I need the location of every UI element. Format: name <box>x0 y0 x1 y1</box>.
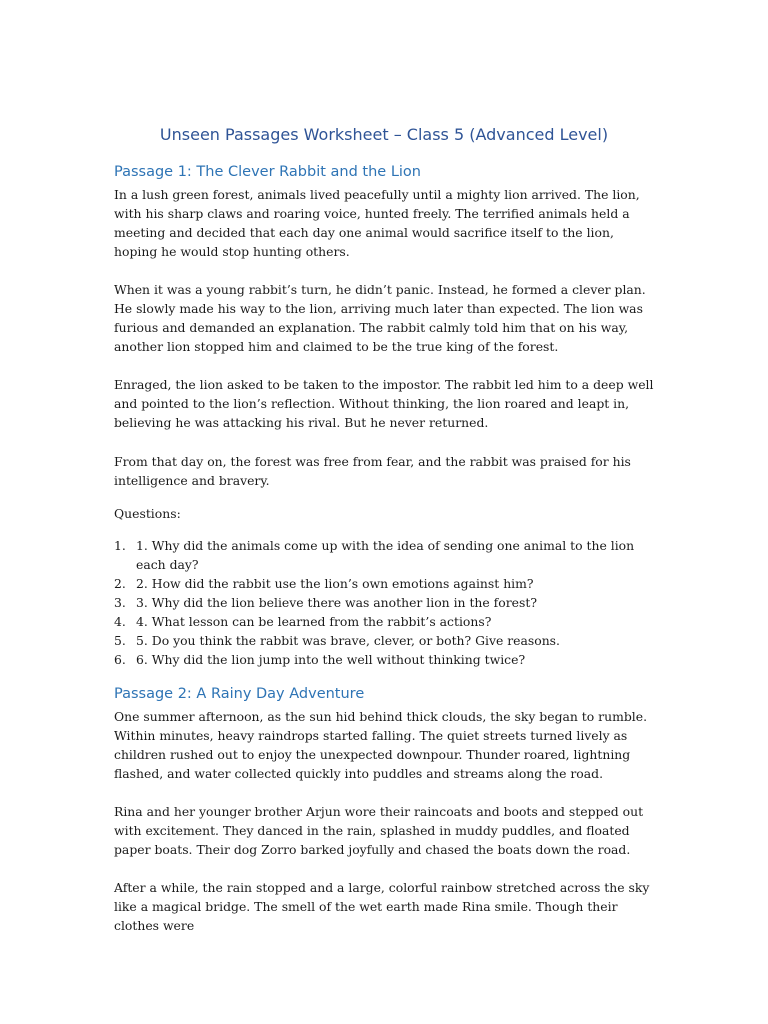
passage-1-paragraph-1 <box>114 185 654 261</box>
question-item <box>114 574 654 593</box>
question-number: 1. <box>114 538 126 553</box>
passage-2-paragraph-1 <box>114 707 654 783</box>
paragraph-text: In a lush green forest, animals lived peacefully until a mighty lion arrived. The lion, with his sharp claws and roaring voice, hunted freely. The terrified animals held a meeting and decided that each day one animal would sacrifice itself to the lion, hoping he would stop hunting others. <box>114 187 640 259</box>
paragraph-text: Rina and her younger brother Arjun wore their raincoats and boots and stepped out with excitement. They danced in the rain, splashed in muddy puddles, and floated paper boats. Their dog Zorro barked joyfully and chased the boats down the road. <box>114 804 644 857</box>
question-number: 6. <box>114 652 126 667</box>
question-text: 6. Why did the lion jump into the well without thinking twice? <box>136 652 526 667</box>
paragraph-text: When it was a young rabbit’s turn, he didn’t panic. Instead, he formed a clever plan. He slowly made his way to the lion, arriving much later than expected. The lion was furious and demanded an explanation. The rabbit calmly told him that on his way, another lion stopped him and claimed to be the true king of the forest. <box>114 282 646 354</box>
paragraph-text: After a while, the rain stopped and a large, colorful rainbow stretched across the sky like a magical bridge. The smell of the wet earth made Rina smile. Though their clothes were <box>114 880 650 933</box>
passage-1-paragraph-4 <box>114 452 654 490</box>
question-item <box>114 593 654 612</box>
paragraph-text: From that day on, the forest was free from fear, and the rabbit was praised for his intelligence and bravery. <box>114 454 631 488</box>
question-item <box>114 631 654 650</box>
question-number: 3. <box>114 595 126 610</box>
passage-2-heading: Passage 2: A Rainy Day Adventure <box>114 686 365 702</box>
question-number: 5. <box>114 633 126 648</box>
passage-1-paragraph-3 <box>114 375 654 432</box>
paragraph-text: One summer afternoon, as the sun hid behind thick clouds, the sky began to rumble. Within minutes, heavy raindrops started falling. The quiet streets turned lively as children rushed out to enjoy the unexpected downpour. Thunder roared, lightning flashed, and water collected quickly into puddles and streams along the road. <box>114 709 648 781</box>
passage-2-paragraph-2 <box>114 802 654 859</box>
question-item <box>114 536 654 574</box>
question-number: 2. <box>114 576 126 591</box>
passage-1-heading: Passage 1: The Clever Rabbit and the Lion <box>114 164 421 180</box>
document-title: Unseen Passages Worksheet – Class 5 (Advanced Level) <box>159 125 609 144</box>
question-text: 4. What lesson can be learned from the rabbit’s actions? <box>136 614 492 629</box>
paragraph-text: Enraged, the lion asked to be taken to the impostor. The rabbit led him to a deep well and pointed to the lion’s reflection. Without thinking, the lion roared and leapt in, believing he was attacking his rival. But he never returned. <box>114 377 654 430</box>
questions-list <box>114 536 654 669</box>
question-item <box>114 612 654 631</box>
questions-label: Questions: <box>114 506 181 521</box>
question-text: 3. Why did the lion believe there was another lion in the forest? <box>136 595 537 610</box>
question-text: 1. Why did the animals come up with the idea of sending one animal to the lion each day? <box>136 538 635 572</box>
passage-2-paragraph-3 <box>114 878 654 935</box>
passage-1-paragraph-2 <box>114 280 654 356</box>
question-text: 2. How did the rabbit use the lion’s own emotions against him? <box>136 576 534 591</box>
question-item <box>114 650 654 669</box>
question-text: 5. Do you think the rabbit was brave, clever, or both? Give reasons. <box>136 633 560 648</box>
question-number: 4. <box>114 614 126 629</box>
